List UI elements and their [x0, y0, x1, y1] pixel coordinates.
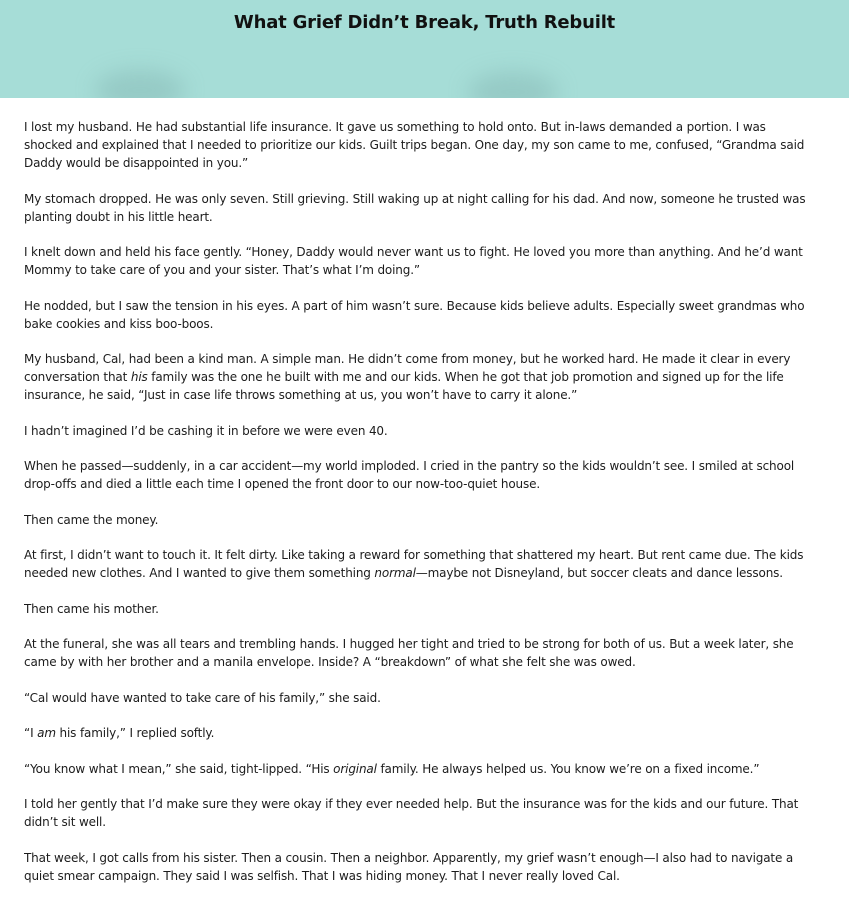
article-paragraph: “Cal would have wanted to take care of his family,” she said.	[24, 690, 381, 705]
emphasis: am	[37, 726, 56, 740]
page-title: What Grief Didn’t Break, Truth Rebuilt	[233, 12, 616, 33]
article-paragraph: “I am his family,” I replied softly.	[24, 726, 215, 740]
article-paragraph: I knelt down and held his face gently. “Honey, Daddy would never want us to fight. He loved you more than anything. And he’d want Mommy to take care of you and your sister. That’s what I’m doing.”	[24, 245, 803, 277]
article-paragraph: That week, I got calls from his sister. Then a cousin. Then a neighbor. Apparently, my grief wasn’t enough—I also had to navigate a quiet smear campaign. They said I was selfish. That I was hiding money. That I never really loved Cal.	[24, 850, 794, 883]
article-paragraph: I hadn’t imagined I’d be cashing it in before we were even 40.	[24, 423, 388, 438]
emphasis: normal	[374, 566, 416, 580]
header-decoration	[95, 70, 185, 98]
article-paragraph: My husband, Cal, had been a kind man. A simple man. He didn’t come from money, but he worked hard. He made it clear in every conversation that his family was the one he built with me and our kids. When he got that job promotion and signed up for the life insurance, he said, “Just in case life throws something at us, you won’t have to carry it alone.”	[24, 352, 791, 402]
article-paragraph: Then came the money.	[24, 512, 159, 527]
article-paragraph: When he passed—suddenly, in a car accident—my world imploded. I cried in the pantry so the kids wouldn’t see. I smiled at school drop-offs and died a little each time I opened the front door to our now-too-quiet house.	[24, 459, 795, 491]
article-paragraph: “You know what I mean,” she said, tight-lipped. “His original family. He always helped us. You know we’re on a fixed income.”	[24, 761, 760, 776]
article-paragraph: At first, I didn’t want to touch it. It felt dirty. Like taking a reward for something that shattered my heart. But rent came due. The kids needed new clothes. And I wanted to give them something normal—maybe not Disneyland, but soccer cleats and dance lessons.	[24, 548, 804, 580]
emphasis: his	[130, 370, 148, 384]
article-paragraph: I lost my husband. He had substantial life insurance. It gave us something to hold onto. But in-laws demanded a portion. I was shocked and explained that I needed to prioritize our kids. Guilt trips began. One day, my son came to me, confused, “Grandma said Daddy would be disappointed in you.”	[24, 120, 805, 170]
article-paragraph: I told her gently that I’d make sure they were okay if they ever needed help. But the insurance was for the kids and our future. That didn’t sit well.	[24, 797, 799, 829]
article-paragraph: Then came his mother.	[24, 601, 159, 616]
article-paragraph: He nodded, but I saw the tension in his eyes. A part of him wasn’t sure. Because kids believe adults. Especially sweet grandmas who bake cookies and kiss boo-boos.	[24, 298, 805, 331]
article-paragraph: At the funeral, she was all tears and trembling hands. I hugged her tight and tried to be strong for both of us. But a week later, she came by with her brother and a manila envelope. Inside? A “breakdown” of what she felt she was owed.	[24, 637, 794, 669]
article-body	[24, 118, 814, 907]
header-decoration	[468, 72, 558, 98]
article-paragraph: My stomach dropped. He was only seven. Still grieving. Still waking up at night calling for his dad. And now, someone he trusted was planting doubt in his little heart.	[24, 191, 806, 224]
emphasis: original	[333, 761, 377, 776]
page-header	[0, 0, 849, 98]
